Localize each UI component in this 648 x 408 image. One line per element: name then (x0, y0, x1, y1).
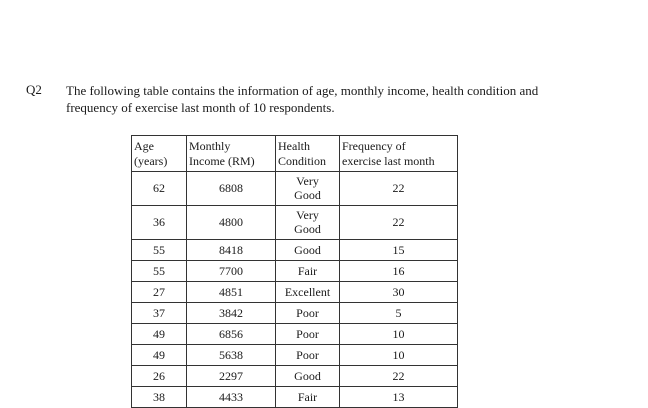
cell-income: 3842 (187, 303, 276, 324)
cell-exercise-frequency: 13 (340, 387, 458, 408)
cell-health-condition: Fair (276, 261, 340, 282)
cell-health-condition: Poor (276, 324, 340, 345)
cell-age: 37 (132, 303, 187, 324)
table-row (132, 240, 458, 261)
cell-health-condition: Poor (276, 345, 340, 366)
header-health-condition: Health Condition (276, 136, 340, 172)
cell-health-condition: Fair (276, 387, 340, 408)
table-header-row (132, 136, 458, 172)
table-row (132, 366, 458, 387)
cell-income: 4433 (187, 387, 276, 408)
header-exercise-frequency: Frequency of exercise last month (340, 136, 458, 172)
table-row (132, 172, 458, 206)
question-text-line-2: frequency of exercise last month of 10 respondents. (66, 100, 335, 115)
cell-exercise-frequency: 10 (340, 324, 458, 345)
cell-age: 49 (132, 345, 187, 366)
cell-age: 27 (132, 282, 187, 303)
table-row (132, 282, 458, 303)
cell-health-condition: Very Good (276, 206, 340, 240)
cell-age: 36 (132, 206, 187, 240)
cell-health-condition: Poor (276, 303, 340, 324)
table-body (132, 172, 458, 408)
cell-health-condition: Very Good (276, 172, 340, 206)
table-row (132, 261, 458, 282)
cell-income: 4800 (187, 206, 276, 240)
cell-income: 4851 (187, 282, 276, 303)
header-age: Age (years) (132, 136, 187, 172)
cell-income: 6856 (187, 324, 276, 345)
header-monthly-income: Monthly Income (RM) (187, 136, 276, 172)
question-number: Q2 (26, 82, 42, 97)
cell-health-condition: Good (276, 240, 340, 261)
cell-exercise-frequency: 22 (340, 172, 458, 206)
cell-exercise-frequency: 5 (340, 303, 458, 324)
cell-age: 49 (132, 324, 187, 345)
cell-income: 5638 (187, 345, 276, 366)
cell-exercise-frequency: 16 (340, 261, 458, 282)
cell-age: 55 (132, 240, 187, 261)
cell-income: 8418 (187, 240, 276, 261)
table-row (132, 303, 458, 324)
cell-age: 62 (132, 172, 187, 206)
table-row (132, 345, 458, 366)
cell-exercise-frequency: 22 (340, 366, 458, 387)
question-text-line-1: The following table contains the information of age, monthly income, health condition and (66, 83, 539, 98)
cell-income: 6808 (187, 172, 276, 206)
cell-exercise-frequency: 10 (340, 345, 458, 366)
respondents-table (131, 135, 458, 408)
cell-age: 38 (132, 387, 187, 408)
cell-age: 55 (132, 261, 187, 282)
cell-age: 26 (132, 366, 187, 387)
cell-income: 2297 (187, 366, 276, 387)
cell-health-condition: Excellent (276, 282, 340, 303)
table-row (132, 206, 458, 240)
cell-income: 7700 (187, 261, 276, 282)
cell-exercise-frequency: 15 (340, 240, 458, 261)
cell-exercise-frequency: 30 (340, 282, 458, 303)
question-text (66, 82, 626, 116)
cell-health-condition: Good (276, 366, 340, 387)
cell-exercise-frequency: 22 (340, 206, 458, 240)
table-row (132, 387, 458, 408)
table-row (132, 324, 458, 345)
